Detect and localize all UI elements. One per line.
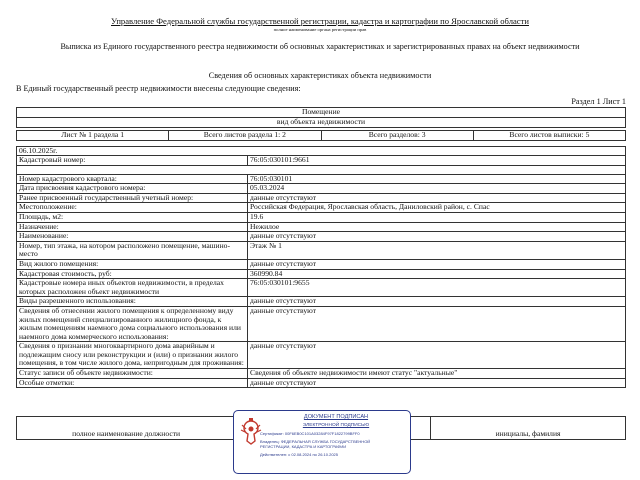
table-row [17,222,626,232]
extract-date: 06.10.2025г. [17,147,626,157]
section-title: Сведения об основных характеристиках объекта недвижимости [208,71,432,80]
row-value: 19.6 [248,212,626,222]
row-value: данные отсутствуют [248,259,626,269]
row-value: Нежилое [248,222,626,232]
row-label: Дата присвоения кадастрового номера: [17,184,248,194]
sheet-reference: Раздел 1 Лист 1 [571,97,626,106]
row-label: Вид жилого помещения: [17,259,248,269]
cadastral-number-value: 76:05:030101:9661 [248,156,626,166]
row-label: Номер, тип этажа, на котором расположено помещение, машино-место [17,241,248,259]
object-type: Помещение [17,108,626,118]
object-type-table [16,107,626,128]
stamp-certificate: Сертификат: 00F6EB0C101A03284F97F1822799BFF0 [260,431,360,436]
table-row [17,279,626,297]
stamp-owner-cont: РЕГИСТРАЦИИ, КАДАСТРА И КАРТОГРАФИИ [260,444,347,449]
row-label: Статус записи об объекте недвижимости: [17,369,248,379]
table-row [17,203,626,213]
table-row [17,241,626,259]
row-value: данные отсутствуют [248,342,626,369]
row-label: Назначение: [17,222,248,232]
row-value: Российская Федерация, Ярославская область, Даниловский район, с. Спас [248,203,626,213]
object-type-caption: вид объекта недвижимости [17,118,626,128]
table-row [17,369,626,379]
row-label: Сведения о признании многоквартирного дома аварийным и подлежащим сносу или реконструкции и (или) о признании жилого помещения, в том числе жилого дома, непригодным для проживания: [17,342,248,369]
row-label: Особые отметки: [17,378,248,388]
row-value: данные отсутствуют [248,306,626,341]
row-value: данные отсутствуют [248,297,626,307]
spacer-row [17,165,626,174]
authority-caption: полное наименование органа регистрации прав [273,27,367,32]
row-value: 76:05:030101:9655 [248,279,626,297]
total-sections: Всего разделов: 3 [321,131,473,141]
table-row [17,342,626,369]
stamp-subtitle: ЭЛЕКТРОННОЙ ПОДПИСЬЮ [302,423,370,428]
table-row [17,297,626,307]
table-row [17,306,626,341]
table-row [17,184,626,194]
sheet-of-section: Лист № 1 раздела 1 [17,131,169,141]
row-label: Площадь, м2: [17,212,248,222]
total-sheets-section: Всего листов раздела 1: 2 [169,131,321,141]
table-row [17,156,626,166]
table-row [17,232,626,242]
row-label: Номер кадастрового квартала: [17,174,248,184]
row-value: 76:05:030101 [248,174,626,184]
intro-text: В Единый государственный реестр недвижимости внесены следующие сведения: [16,84,301,93]
total-sheets-extract: Всего листов выписки: 5 [473,131,625,141]
authority-name: Управление Федеральной службы государственной регистрации, кадастра и картографии по Ярославской области [111,16,529,26]
characteristics-table [16,155,626,388]
row-label: Виды разрешенного использования: [17,297,248,307]
row-label: Наименование: [17,232,248,242]
extract-title: Выписка из Единого государственного реестра недвижимости об основных характеристиках и зарегистрированных правах на объект недвижимости [60,42,580,51]
row-label: Сведения об отнесении жилого помещения к определенному виду жилых помещений специализированного жилищного фонда, к жилым помещениям наемного дома социального использования или наемного дома коммерческого использования: [17,306,248,341]
stamp-owner: Владелец: ФЕДЕРАЛЬНАЯ СЛУЖБА ГОСУДАРСТВЕННОЙ [260,439,371,444]
table-row [17,259,626,269]
row-label: Кадастровая стоимость, руб: [17,269,248,279]
row-value: 05.03.2024 [248,184,626,194]
stamp-validity: Действителен: с 02.08.2024 по 26.10.2025 [260,452,338,457]
table-row [17,212,626,222]
initials-caption: инициалы, фамилия [431,417,626,440]
sheet-info-table [16,130,626,141]
electronic-signature-stamp [233,410,411,474]
table-row [17,378,626,388]
stamp-title: ДОКУМЕНТ ПОДПИСАН [303,414,369,420]
row-label: Местоположение: [17,203,248,213]
row-value: данные отсутствуют [248,232,626,242]
row-value: Сведения об объекте недвижимости имеют статус "актуальные" [248,369,626,379]
row-value: данные отсутствуют [248,193,626,203]
position-caption: полное наименование должности [17,417,236,440]
row-label: Ранее присвоенный государственный учетный номер: [17,193,248,203]
cadastral-number-label: Кадастровый номер: [17,156,248,166]
row-value: данные отсутствуют [248,378,626,388]
row-label: Кадастровые номера иных объектов недвижимости, в пределах которых расположен объект недвижимости [17,279,248,297]
row-value: Этаж № 1 [248,241,626,259]
row-value: 360990.84 [248,269,626,279]
